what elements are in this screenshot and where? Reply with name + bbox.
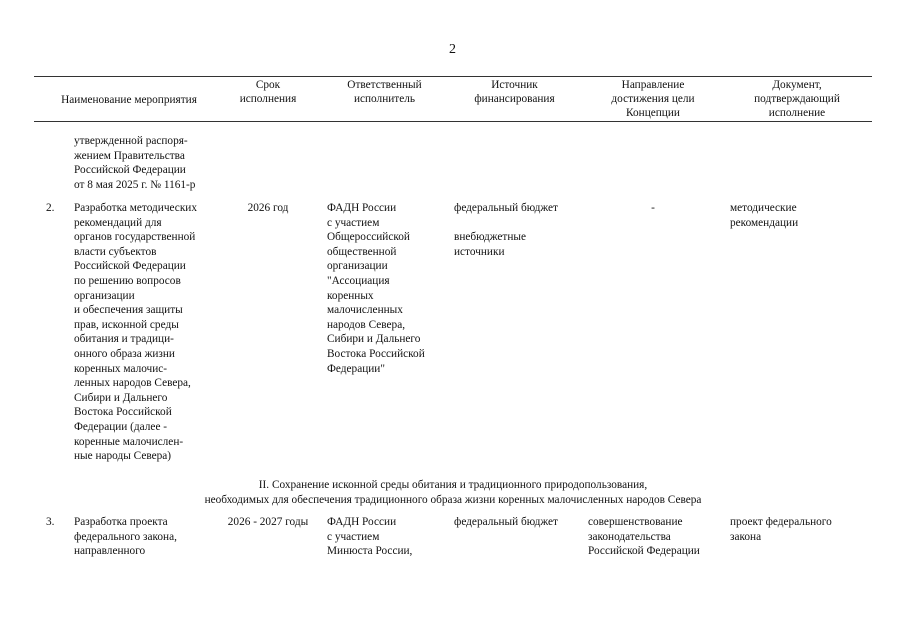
row-2-direction: - (651, 202, 655, 214)
row-2-number: 2. (46, 202, 55, 214)
row-3-number: 3. (46, 516, 55, 528)
row-3-funding: федеральный бюджет (454, 516, 558, 528)
header-funding: Источник финансирования (474, 79, 555, 105)
row-3-deadline: 2026 - 2027 годы (227, 516, 309, 528)
table-top-rule (34, 76, 872, 77)
row-2-deadline: 2026 год (247, 202, 289, 214)
header-document: Документ, подтверждающий исполнение (754, 79, 840, 119)
header-name: Наименование мероприятия (61, 94, 197, 106)
row-3-name: Разработка проекта федерального закона, направленного (74, 516, 177, 558)
continuation-name: утвержденной распоря- жением Правительства Российской Федерации от 8 мая 2025 г. № 1161-р (74, 135, 196, 191)
header-deadline: Срок исполнения (239, 79, 297, 105)
row-3-direction: совершенствование законодательства Российской Федерации (588, 516, 700, 558)
row-3-document: проект федерального закона (730, 516, 832, 543)
page-number: 2 (449, 42, 456, 57)
row-2-responsible: ФАДН России с участием Общероссийской общественной организации "Ассоциация коренных малочисленных народов Севера, Сибири и Дальнего Востока Российской Федерации" (327, 202, 425, 375)
section-ii-title: II. Сохранение исконной среды обитания и традиционного природопользования, необходимых для обеспечения традиционного образа жизни коренных малочисленных народов Севера (204, 479, 702, 506)
row-3-responsible: ФАДН России с участием Минюста России, (327, 516, 413, 558)
row-2-document: методические рекомендации (730, 202, 799, 229)
header-bottom-rule (34, 121, 872, 122)
row-2-name: Разработка методических рекомендаций для органов государственной власти субъектов Российской Федерации по решению вопросов организации и обеспечения защиты прав, исконной среды обитания и традици- онного образа жизни коренных малочис- ленных народов Севера, Сибири и Дальнего Востока Российской Федерации (далее - коренные малочислен- ные народы Севера) (74, 202, 198, 463)
header-responsible: Ответственный исполнитель (347, 79, 422, 105)
header-direction: Направление достижения цели Концепции (611, 79, 695, 119)
row-2-funding: федеральный бюджет внебюджетные источники (454, 202, 558, 258)
